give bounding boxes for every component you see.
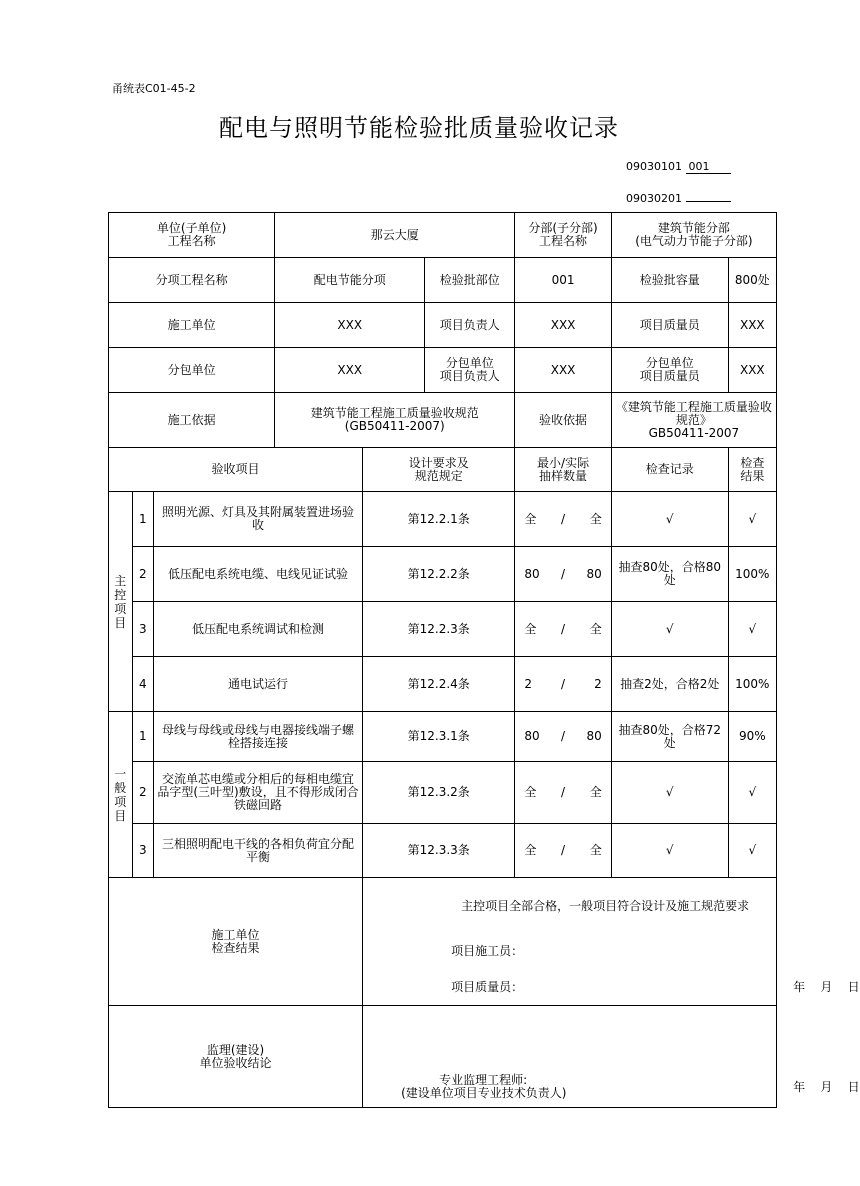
capacity-value: 800处 [728,258,776,303]
item-clause: 第12.3.1条 [363,712,515,762]
item-result: √ [728,602,776,657]
item-no: 1 [132,492,153,547]
page-title: 配电与照明节能检验批质量验收记录 [219,114,619,142]
item-no: 3 [132,824,153,878]
item-sample: 80 / 80 [515,712,611,762]
batch-code-1 [626,160,731,174]
unit-name-label: 单位(子单位) 工程名称 [109,213,275,258]
item-clause: 第12.2.4条 [363,657,515,712]
subcontractor-value: XXX [275,348,425,393]
contractor-check-result [363,878,860,1006]
item-record: √ [611,492,728,547]
item-name: 通电试运行 [154,657,363,712]
item-record: 抽查2处，合格2处 [611,657,728,712]
subcontractor-label: 分包单位 [109,348,275,393]
item-result: 90% [728,712,776,762]
item-name: 低压配电系统电缆、电线见证试验 [154,547,363,602]
sub-qc-label: 分包单位 项目质量员 [611,348,728,393]
location-label: 检验批部位 [425,258,515,303]
item-result: √ [728,824,776,878]
item-result: √ [728,492,776,547]
basis-value: 建筑节能工程施工质量验收规范 (GB50411-2007) [275,393,515,448]
item-name: 三相照明配电干线的各相负荷宜分配平衡 [154,824,363,878]
inspection-table [108,212,860,1108]
subitem-label: 分项工程名称 [109,258,275,303]
item-sample: 全 / 全 [515,492,611,547]
unit-name-value: 那云大厦 [275,213,515,258]
acceptance-basis-label: 验收依据 [515,393,611,448]
column-header-item: 验收项目 [109,448,363,492]
contractor-check-label: 施工单位 检查结果 [109,878,363,1006]
location-value: 001 [515,258,611,303]
item-result: 100% [728,657,776,712]
item-no: 2 [132,762,153,824]
item-sample: 全 / 全 [515,602,611,657]
batch-code-2 [626,192,731,205]
item-record: 抽查80处，合格72处 [611,712,728,762]
table-row [109,762,777,824]
column-header-sample: 最小/实际 抽样数量 [515,448,611,492]
item-record: √ [611,824,728,878]
batch-code-2-prefix: 09030201 [626,192,682,205]
item-sample: 全 / 全 [515,762,611,824]
item-record: 抽查80处，合格80处 [611,547,728,602]
basis-label: 施工依据 [109,393,275,448]
item-record: √ [611,762,728,824]
sub-pm-value: XXX [515,348,611,393]
item-sample: 80 / 80 [515,547,611,602]
sub-pm-label: 分包单位 项目负责人 [425,348,515,393]
item-clause: 第12.3.2条 [363,762,515,824]
supervisor-engineer-label: 专业监理工程师: [439,1073,528,1087]
qc-value: XXX [728,303,776,348]
qc-signature-label: 项目质量员： [451,980,524,994]
division-name-value: 建筑节能分部 (电气动力节能子分部) [611,213,776,258]
item-no: 3 [132,602,153,657]
builder-signature-label: 项目施工员： [451,944,524,958]
batch-code-1-suffix: 001 [686,160,731,174]
table-row [109,602,777,657]
item-name: 母线与母线或母线与电器接线端子螺栓搭接连接 [154,712,363,762]
contractor-value: XXX [275,303,425,348]
item-sample: 2 / 2 [515,657,611,712]
supervisor-date: 年 月 日 [793,1080,860,1094]
form-code: 甬统表C01-45-2 [112,82,196,95]
capacity-label: 检验批容量 [611,258,728,303]
item-clause: 第12.2.1条 [363,492,515,547]
item-name: 照明光源、灯具及其附属装置进场验收 [154,492,363,547]
item-name: 低压配电系统调试和检测 [154,602,363,657]
division-name-label: 分部(子分部) 工程名称 [515,213,611,258]
main-group-label: 主控项目 [109,492,133,712]
table-row [109,657,777,712]
item-clause: 第12.2.3条 [363,602,515,657]
column-header-record: 检查记录 [611,448,728,492]
pm-label: 项目负责人 [425,303,515,348]
acceptance-basis-value: 《建筑节能工程施工质量验收规范》 GB50411-2007 [611,393,776,448]
item-no: 4 [132,657,153,712]
contractor-date: 年 月 日 [793,980,860,994]
general-group-label: 一般项目 [109,712,133,878]
subitem-value: 配电节能分项 [275,258,425,303]
item-no: 1 [132,712,153,762]
column-header-design: 设计要求及 规范规定 [363,448,515,492]
column-header-result: 检查 结果 [728,448,776,492]
item-record: √ [611,602,728,657]
table-row [109,824,777,878]
table-row [109,712,777,762]
batch-code-1-prefix: 09030101 [626,160,682,173]
item-no: 2 [132,547,153,602]
contractor-label: 施工单位 [109,303,275,348]
item-name: 交流单芯电缆或分相后的每相电缆宜品字型(三叶型)敷设，且不得形成闭合铁磁回路 [154,762,363,824]
item-sample: 全 / 全 [515,824,611,878]
qc-label: 项目质量员 [611,303,728,348]
sub-qc-value: XXX [728,348,776,393]
item-result: √ [728,762,776,824]
supervisor-check-result [363,1006,860,1108]
supervisor-check-label: 监理(建设) 单位验收结论 [109,1006,363,1108]
table-row [109,547,777,602]
item-clause: 第12.3.3条 [363,824,515,878]
batch-code-2-suffix [686,201,731,202]
table-row [109,492,777,547]
item-result: 100% [728,547,776,602]
supervisor-engineer-note: (建设单位项目专业技术负责人) [401,1086,567,1100]
pm-value: XXX [515,303,611,348]
item-clause: 第12.2.2条 [363,547,515,602]
contractor-conclusion: 主控项目全部合格，一般项目符合设计及施工规范要求 [461,899,750,913]
